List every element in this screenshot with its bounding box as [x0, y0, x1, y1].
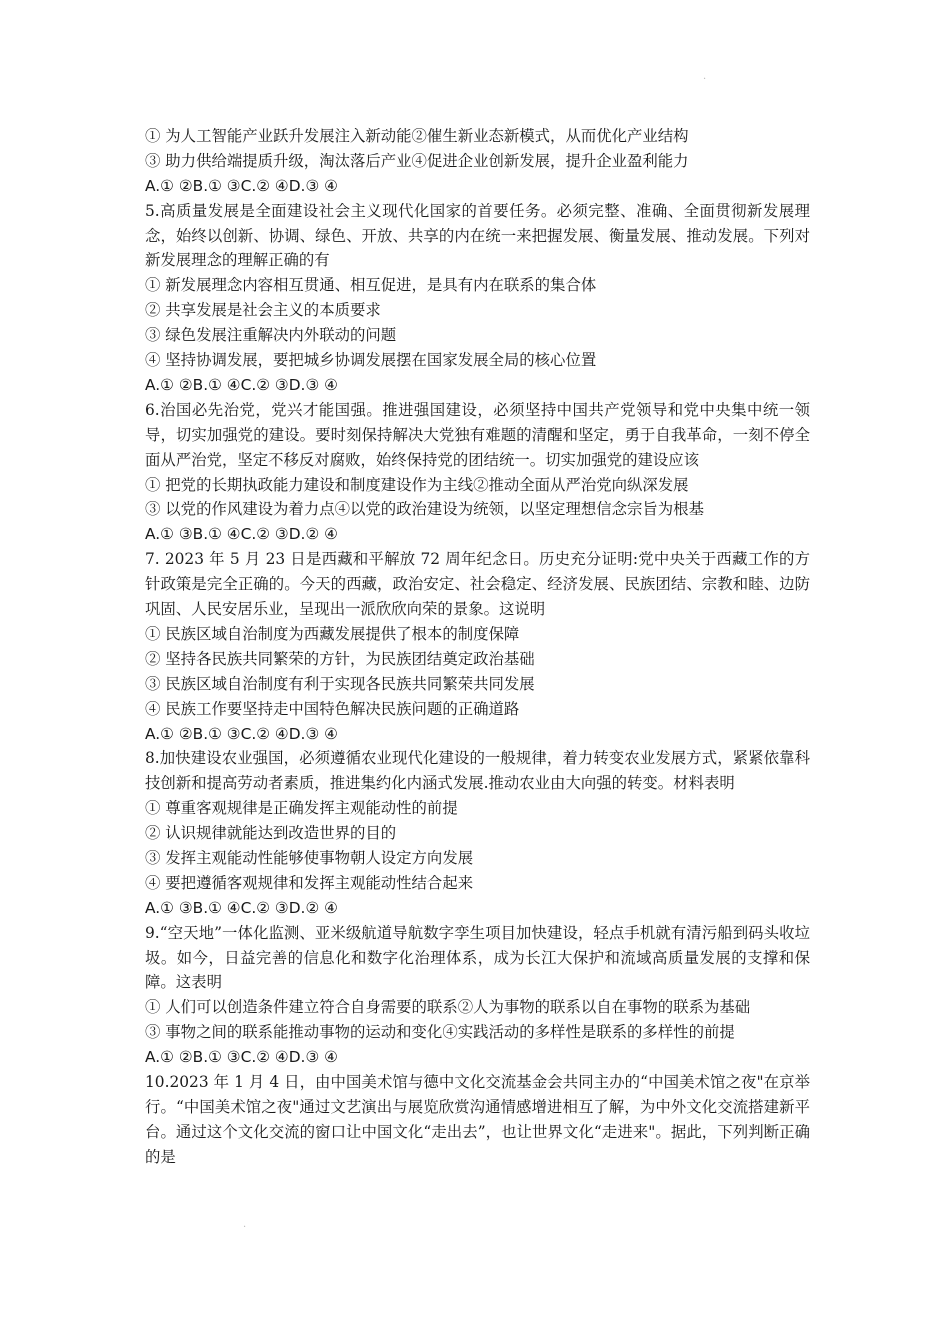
question-7: [145, 547, 810, 746]
option-line: ① 尊重客观规律是正确发挥主观能动性的前提: [145, 799, 458, 818]
question-content: [145, 124, 810, 1170]
answer-choices: A.① ③B.① ④C.② ③D.② ④: [145, 898, 338, 917]
answer-choices: A.① ②B.① ③C.② ④D.③ ④: [145, 724, 338, 743]
option-line: ① 为人工智能产业跃升发展注入新动能②催生新业态新模式，从而优化产业结构: [145, 127, 689, 145]
option-line: ① 人们可以创造条件建立符合自身需要的联系②人为事物的联系以自在事物的联系为基础: [145, 998, 751, 1017]
page-mark-bottom: ·: [243, 1222, 247, 1233]
option-line: ④ 民族工作要坚持走中国特色解决民族问题的正确道路: [145, 699, 520, 718]
option-line: ③ 以党的作风建设为着力点④以党的政治建设为统领，以坚定理想信念宗旨为根基: [145, 500, 704, 519]
question-9: [145, 921, 810, 1070]
question-stem: 8.加快建设农业强国，必须遵循农业现代化建设的一般规律，着力转变农业发展方式，紧紧依靠科技创新和提高劳动者素质，推进集约化内涵式发展.推动农业由大向强的转变。材料表明: [145, 749, 810, 793]
answer-choices: A.① ②B.① ③C.② ④D.③ ④: [145, 1048, 338, 1067]
option-line: ① 把党的长期执政能力建设和制度建设作为主线②推动全面从严治党向纵深发展: [145, 475, 689, 494]
question-6: [145, 398, 810, 547]
option-line: ④ 要把遵循客观规律和发挥主观能动性结合起来: [145, 873, 474, 892]
option-line: ③ 助力供给端提质升级，淘汰落后产业④促进企业创新发展，提升企业盈利能力: [145, 151, 689, 170]
option-line: ③ 民族区域自治制度有利于实现各民族共同繁荣共同发展: [145, 674, 535, 693]
option-line: ① 民族区域自治制度为西藏发展提供了根本的制度保障: [145, 624, 520, 643]
question-stem: 9.“空天地”一体化监测、亚米级航道导航数字孪生项目加快建设，轻点手机就有清污船到码头收垃圾。如今，日益完善的信息化和数字化治理体系，成为长江大保护和流域高质量发展的支撑和保障。这表明: [145, 923, 810, 992]
question-stem: 7. 2023 年 5 月 23 日是西藏和平解放 72 周年纪念日。历史充分证明:党中央关于西藏工作的方针政策是完全正确的。今天的西藏，政治安定、社会稳定、经济发展、民族团结、宗教和睦、边防巩固、人民安居乐业，呈现出一派欣欣向荣的景象。这说明: [145, 550, 810, 619]
question-stem: 6.治国必先治党，党兴才能国强。推进强国建设，必须坚持中国共产党领导和党中央集中统一领导，切实加强党的建设。要时刻保持解决大党独有难题的清醒和坚定，勇于自我革命，一刻不停全面从严治党，坚定不移反对腐败，始终保持党的团结统一。切实加强党的建设应该: [145, 400, 810, 469]
option-line: ② 认识规律就能达到改造世界的目的: [145, 824, 397, 843]
question-stem: 10.2023 年 1 月 4 日，由中国美术馆与德中文化交流基金会共同主办的“中国美术馆之夜"在京举行。“中国美术馆之夜"通过文艺演出与展览欣赏沟通情感增进相互了解，为中外文化交流搭建新平台。通过这个文化交流的窗口让中国文化“走出去”，也让世界文化“走进来"。据此，下列判断正确的是: [145, 1073, 810, 1166]
option-line: ③ 事物之间的联系能推动事物的运动和变化④实践活动的多样性是联系的多样性的前提: [145, 1023, 735, 1042]
question-10: [145, 1070, 810, 1170]
question-8: [145, 746, 810, 920]
option-line: ④ 坚持协调发展，要把城乡协调发展摆在国家发展全局的核心位置: [145, 351, 597, 370]
option-line: ③ 绿色发展注重解决内外联动的问题: [145, 326, 397, 345]
option-line: ② 坚持各民族共同繁荣的方针，为民族团结奠定政治基础: [145, 649, 535, 668]
question-5: [145, 199, 810, 398]
answer-choices: A.① ②B.① ④C.② ③D.③ ④: [145, 375, 338, 394]
option-line: ③ 发挥主观能动性能够使事物朝人设定方向发展: [145, 849, 474, 867]
answer-choices: A.① ②B.① ③C.② ④D.③ ④: [145, 176, 338, 195]
option-line: ① 新发展理念内容相互贯通、相互促进，是具有内在联系的集合体: [145, 276, 597, 295]
page-mark-top: ·: [703, 74, 707, 85]
question-4-tail: [145, 124, 810, 199]
question-stem: 5.高质量发展是全面建设社会主义现代化国家的首要任务。必须完整、准确、全面贯彻新发展理念，始终以创新、协调、绿色、开放、共享的内在统一来把握发展、衡量发展、推动发展。下列对新发展理念的理解正确的有: [145, 201, 810, 270]
option-line: ② 共享发展是社会主义的本质要求: [145, 301, 381, 320]
answer-choices: A.① ③B.① ④C.② ③D.② ④: [145, 525, 338, 544]
